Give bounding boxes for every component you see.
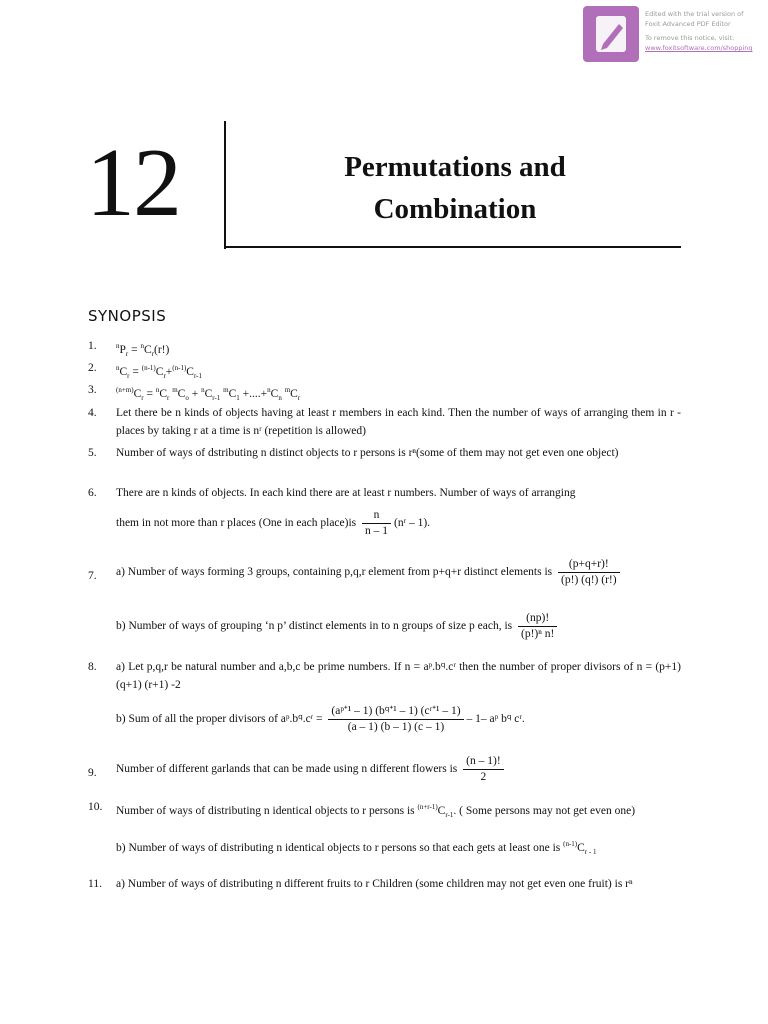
item-9: Number of different garlands that can be made using n different flowers is $\frac{(n - 1)!}{2}$ — [116, 754, 681, 785]
item-number: 5. — [88, 447, 97, 459]
item-number: 10. — [88, 801, 103, 813]
item-8b: b) Sum of all the proper divisors of aᵖ.b𐞥.cʳ = $\frac{\text{(aᵖ⁺¹ – 1) (b𐞥⁺¹ – 1) (cʳ⁺¹ – 1)}}{(a - 1) (b - 1) (c - 1)}$ – 1– aᵖ b𐞥 cʳ. — [116, 705, 525, 733]
item-number: 11. — [88, 878, 102, 890]
item-number: 4. — [88, 407, 97, 419]
item-7a: a) Number of ways forming 3 groups, containing p,q,r element from p+q+r distinct elements is $\frac{(p+q+r)!}{(p!) (q!) (r!)}$ — [116, 557, 681, 588]
item-4-text: Let there be n kinds of objects having at least r members in each kind. Then the number of ways of arranging them in r - places by taking r at a time is nʳ (repetition is allowed) — [116, 407, 681, 437]
chapter-number: 12 — [86, 129, 180, 237]
item-10a: Number of ways of distributing n identical objects to r persons is $^{(n+r-1)}C_{r-1}$. ( Some persons may not get even one) — [116, 803, 636, 820]
watermark-notice: Edited with the trial version of Foxit Advanced PDF Editor To remove this notice, visit: www.foxitsoftware.com/shopping — [645, 9, 765, 53]
header-vertical-rule — [224, 121, 226, 249]
item-number: 2. — [88, 362, 97, 374]
fraction: $\frac{(n - 1)!}{2}$ — [463, 754, 504, 785]
header-horizontal-rule — [224, 246, 681, 248]
item-11-text: a) Number of ways of distributing n different fruits to r Children (some children may not get even one fruit) is rⁿ — [116, 878, 633, 890]
item-5-text: Number of ways of dstributing n distinct objects to r persons is rⁿ(some of them may not get even one object) — [116, 447, 619, 459]
item-number: 6. — [88, 487, 97, 499]
watermark-link[interactable]: www.foxitsoftware.com/shopping — [645, 44, 753, 52]
item-7b: b) Number of ways of grouping ‘n p’ distinct elements in to n groups of size p each, is $\frac{(np)!}{\text{(p!)ⁿ n!}}$ — [116, 611, 681, 642]
item-number: 1. — [88, 340, 97, 352]
item-number: 9. — [88, 767, 97, 779]
item-6-formula: them in not more than r places (One in each place)is $\frac{n}{n - 1}$ (nʳ – 1). — [116, 509, 431, 537]
formula-1: $^nP_r = ^nC_r(r!)$ — [116, 342, 170, 359]
item-8a: a) Let p,q,r be natural number and a,b,c be prime numbers. If n = aᵖ.b𐞥.cʳ then the number of proper divisors of n = (p+1) (q+1) (r+1) -2 — [116, 661, 681, 691]
synopsis-heading: SYNOPSIS — [88, 307, 167, 325]
fraction: $\frac{(p+q+r)!}{(p!) (q!) (r!)}$ — [558, 557, 620, 588]
formula-3: $^{(n+m)}C_r = ^nC_r$ $^mC_o + ^nC_{r-1}$ $^mC_1 +....+^nC_n$ $^mC_r$ — [116, 386, 301, 403]
item-number: 3. — [88, 384, 97, 396]
formula-2: $^nC_r = ^{(n-1)}C_r+^{(n-1)}C_{r-1}$ — [116, 364, 202, 381]
item-10b: b) Number of ways of distributing n identical objects to r persons so that each gets at least one is $^{(n-1)}C_{r - 1}$ — [116, 840, 597, 857]
item-number: 7. — [88, 570, 97, 582]
item-6-text: There are n kinds of objects. In each kind there are at least r numbers. Number of ways of arranging — [116, 487, 576, 499]
chapter-title: Permutations and Combination — [344, 151, 566, 225]
fraction: $\frac{\text{(aᵖ⁺¹ – 1) (b𐞥⁺¹ – 1) (cʳ⁺¹ – 1)}}{(a - 1) (b - 1) (c - 1)}$ — [328, 704, 463, 735]
item-number: 8. — [88, 661, 97, 673]
fraction: $\frac{n}{n - 1}$ — [362, 508, 391, 539]
fraction: $\frac{(np)!}{\text{(p!)ⁿ n!}}$ — [518, 611, 557, 642]
foxit-logo-icon — [583, 6, 639, 62]
